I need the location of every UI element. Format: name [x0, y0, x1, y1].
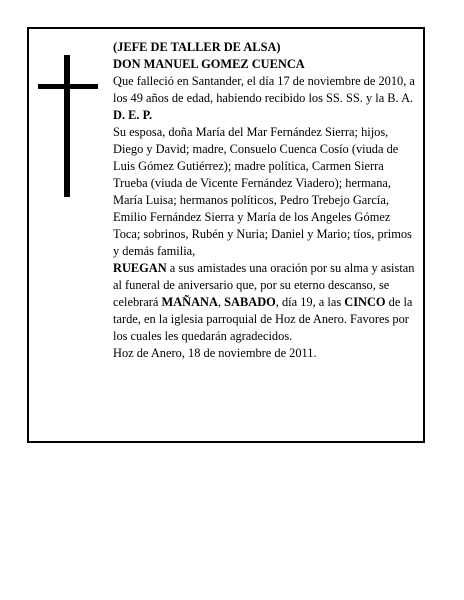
funeral-request — [113, 260, 419, 345]
family-list: Su esposa, doña María del Mar Fernández Sierra; hijos, Diego y David; madre, Consuelo Cuenca Cosío (viuda de Luis Gómez Gutiérrez); madre política, Carmen Sierra Trueba (viuda de Vicente Fernández Viadero); hermana, María Luisa; hermanos políticos, Pedro Trebejo García, Emilio Fernández Sierra y María de los Angeles Gómez Toca; sobrinos, Rubén y Nuria; Daniel y Mario; tíos, primos y demás familia, — [113, 125, 412, 258]
request-sabado: SABADO — [224, 295, 276, 309]
rip-line: D. E. P. — [113, 108, 153, 122]
request-text-2: , día 19, a las — [275, 295, 345, 309]
request-text-3: de la tarde, en la iglesia parroquial de Hoz de Anero. Favores por los cuales les quedarán agradecidos. — [113, 295, 413, 343]
request-ruegan: RUEGAN — [113, 261, 167, 275]
request-cinco: CINCO — [344, 295, 386, 309]
request-text-1: a sus amistades una oración por su alma y asistan al funeral de aniversario que, por su eterno descanso, se celebrará — [113, 261, 415, 309]
deceased-position: (JEFE DE TALLER DE ALSA) — [113, 40, 281, 54]
obituary-text — [113, 39, 419, 362]
deceased-name: DON MANUEL GOMEZ CUENCA — [113, 57, 305, 71]
request-sep-1: , — [217, 295, 225, 309]
place-date: Hoz de Anero, 18 de noviembre de 2011. — [113, 346, 317, 360]
request-manana: MAÑANA — [161, 295, 218, 309]
death-info: Que falleció en Santander, el día 17 de noviembre de 2010, a los 49 años de edad, habiendo recibido los SS. SS. y la B. A. — [113, 74, 415, 105]
cross-icon — [64, 55, 70, 197]
cross-icon-bar — [38, 84, 98, 89]
